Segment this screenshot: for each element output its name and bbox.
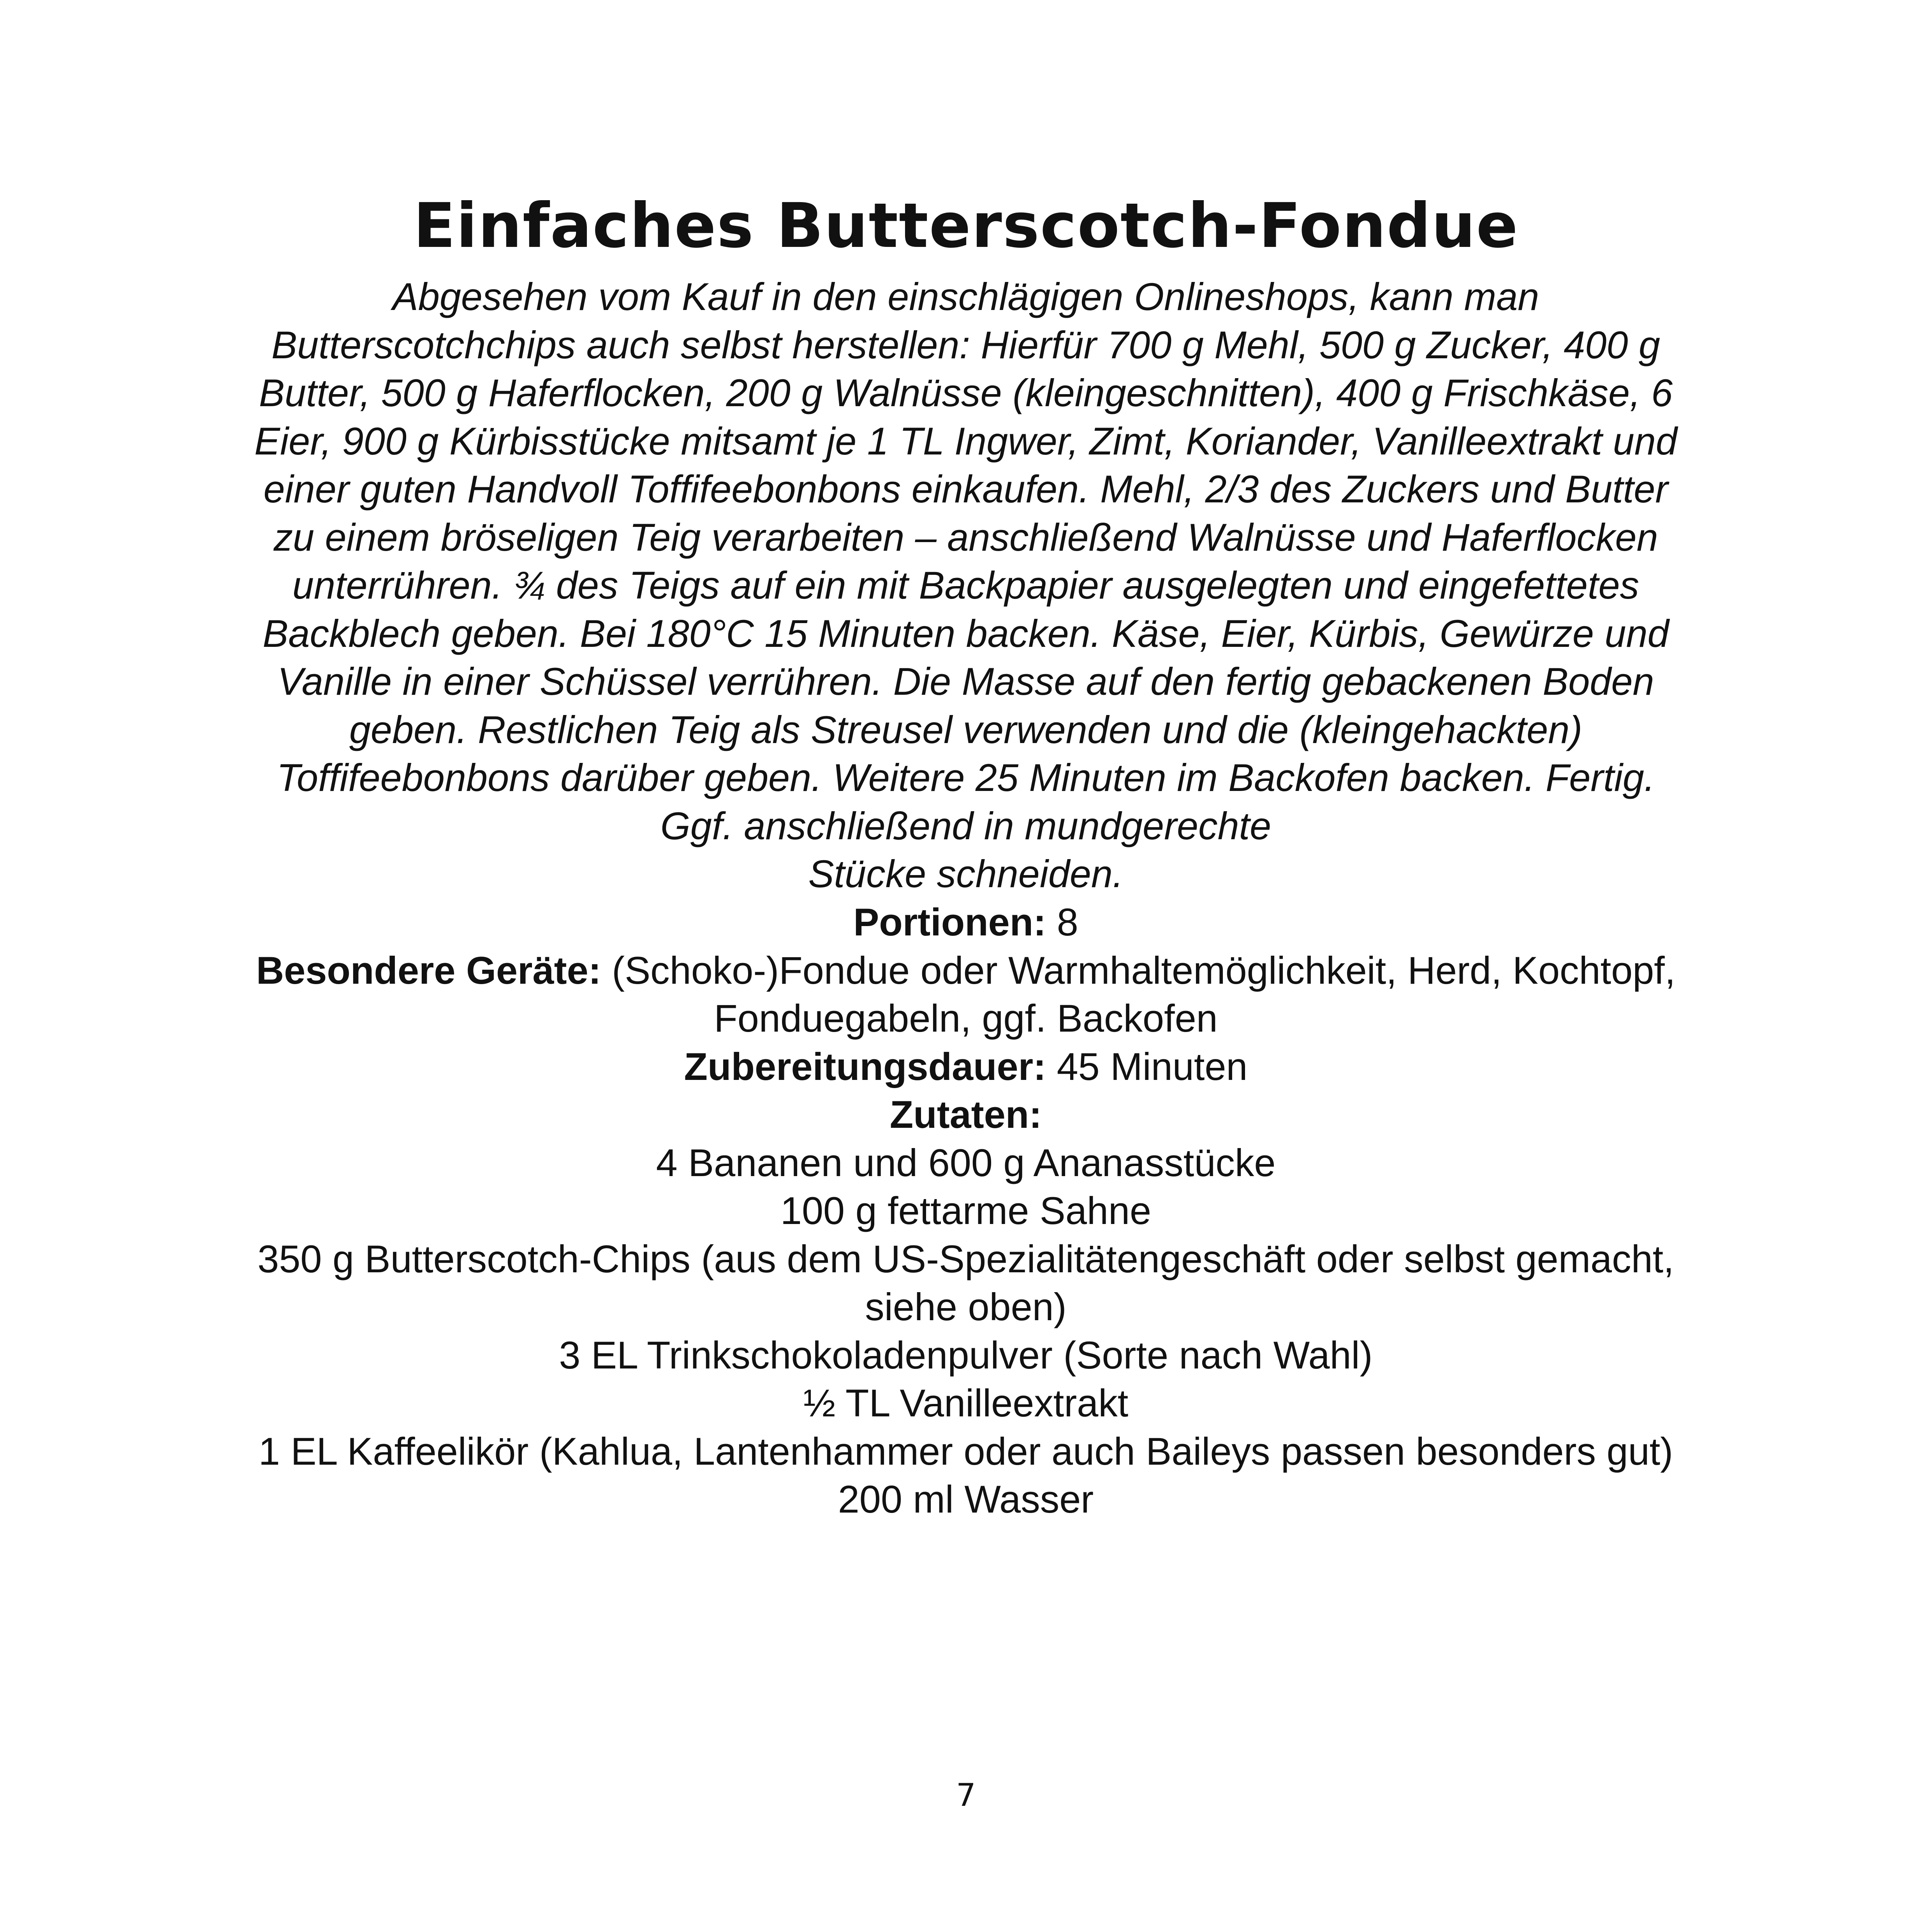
ingredient-item: 100 g fettarme Sahne xyxy=(780,1189,1152,1232)
ingredient-item: siehe oben) xyxy=(865,1285,1067,1328)
intro-line: Stücke schneiden. xyxy=(808,852,1124,895)
duration-label: Zubereitungsdauer: xyxy=(684,1044,1046,1088)
intro-line: Butter, 500 g Haferflocken, 200 g Walnüsse (kleingeschnitten), 400 g Frischkäse, 6 xyxy=(259,371,1673,414)
ingredient-item: 200 ml Wasser xyxy=(838,1478,1094,1521)
duration-row xyxy=(195,1043,1737,1091)
portions-row xyxy=(195,898,1737,946)
ingredients-list xyxy=(195,1139,1737,1523)
equipment-row xyxy=(195,946,1737,995)
intro-line: Butterscotchchips auch selbst herstellen: Hierfür 700 g Mehl, 500 g Zucker, 400 g xyxy=(271,323,1660,366)
ingredient-item: 3 EL Trinkschokoladenpulver (Sorte nach Wahl) xyxy=(559,1333,1373,1377)
ingredients-label: Zutaten: xyxy=(889,1093,1042,1136)
intro-line: Toffifeebonbons darüber geben. Weitere 25 Minuten im Backofen backen. Fertig. xyxy=(277,756,1655,799)
intro-line: Vanille in einer Schüssel verrühren. Die Masse auf den fertig gebackenen Boden xyxy=(277,660,1654,703)
ingredient-item: 4 Bananen und 600 g Ananasstücke xyxy=(656,1141,1276,1184)
intro-line: Ggf. anschließend in mundgerechte xyxy=(660,804,1272,847)
ingredient-item: ½ TL Vanilleextrakt xyxy=(803,1381,1129,1425)
intro-line: geben. Restlichen Teig als Streusel verwenden und die (kleingehackten) xyxy=(349,708,1583,751)
equipment-value: (Schoko-)Fondue oder Warmhaltemöglichkeit, Herd, Kochtopf, xyxy=(612,948,1676,992)
ingredient-item: 350 g Butterscotch-Chips (aus dem US-Spezialitätengeschäft oder selbst gemacht, xyxy=(257,1237,1674,1280)
recipe-facts xyxy=(195,898,1737,1523)
intro-line: Abgesehen vom Kauf in den einschlägigen Onlineshops, kann man xyxy=(392,275,1539,318)
equipment-label: Besondere Geräte: xyxy=(256,948,601,992)
intro-line: Backblech geben. Bei 180°C 15 Minuten backen. Käse, Eier, Kürbis, Gewürze und xyxy=(262,611,1669,655)
portions-value: 8 xyxy=(1057,900,1078,944)
page-number: 7 xyxy=(956,1777,976,1813)
intro-line: einer guten Handvoll Toffifeebonbons einkaufen. Mehl, 2/3 des Zuckers und Butter xyxy=(263,467,1668,511)
intro-line: zu einem bröseligen Teig verarbeiten – anschließend Walnüsse und Haferflocken xyxy=(273,515,1658,559)
recipe-intro xyxy=(195,273,1737,898)
duration-value: 45 Minuten xyxy=(1057,1044,1248,1088)
intro-line: unterrühren. ¾ des Teigs auf ein mit Backpapier ausgelegten und eingefettetes xyxy=(292,564,1640,607)
intro-line: Eier, 900 g Kürbisstücke mitsamt je 1 TL Ingwer, Zimt, Koriander, Vanilleextrakt und xyxy=(254,419,1677,463)
recipe-title: Einfaches Butterscotch-Fondue xyxy=(413,190,1519,262)
equipment-value-continued: Fonduegabeln, ggf. Backofen xyxy=(714,997,1218,1040)
portions-label: Portionen: xyxy=(853,900,1046,944)
ingredient-item: 1 EL Kaffeelikör (Kahlua, Lantenhammer oder auch Baileys passen besonders gut) xyxy=(258,1429,1673,1473)
ingredients-heading xyxy=(195,1090,1737,1139)
